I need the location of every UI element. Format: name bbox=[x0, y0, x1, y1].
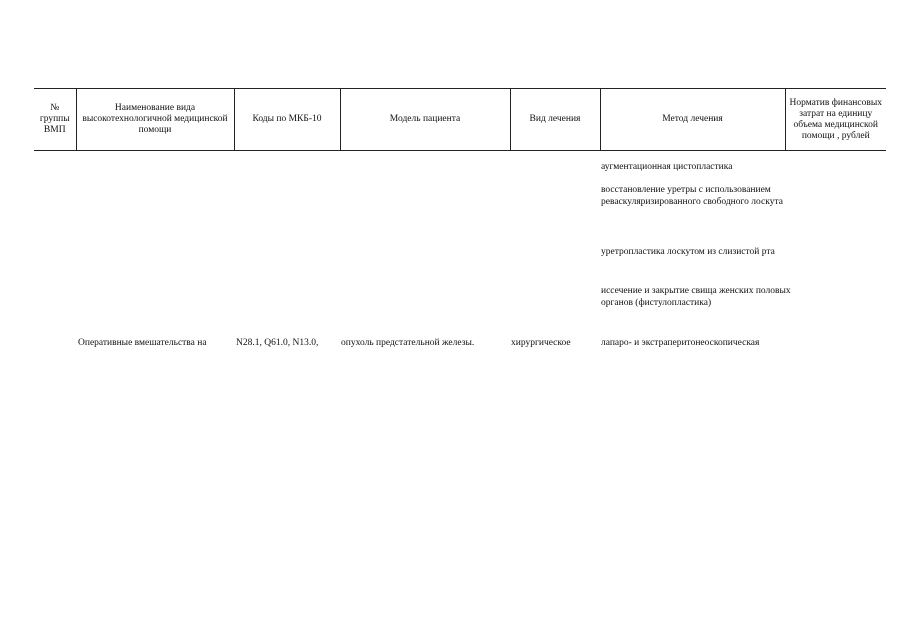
method-item: уретропластика лоскутом из слизистой рта bbox=[601, 247, 775, 257]
method-item: иссечение и закрытие свища женских половых органов (фистулопластика) bbox=[601, 286, 791, 308]
row-treatment-type: хирургическое bbox=[511, 338, 571, 348]
header-treatment-type: Вид лечения bbox=[510, 89, 600, 151]
row-care-name: Оперативные вмешательства на bbox=[78, 338, 207, 348]
header-treatment-method: Метод лечения bbox=[600, 89, 785, 151]
header-row bbox=[34, 89, 886, 151]
header-care-type: Наименование вида высокотехнологичной медицинской помощи bbox=[76, 89, 234, 151]
row-patient-model: опухоль предстательной железы. bbox=[341, 338, 475, 348]
table-header bbox=[34, 88, 886, 151]
header-patient-model: Модель пациента bbox=[340, 89, 510, 151]
row-icd-codes: N28.1, Q61.0, N13.0, bbox=[236, 338, 319, 348]
row-treatment-method: лапаро- и экстраперитонеоскопическая bbox=[601, 338, 760, 348]
header-group-number: № группы ВМП bbox=[34, 89, 76, 151]
header-cost-standard: Норматив финансовых затрат на единицу объема медицинской помощи , рублей bbox=[785, 89, 886, 151]
method-item: аугментационная цистопластика bbox=[601, 162, 733, 172]
method-item: восстановление уретры с использованием реваскуляризированного свободного лоскута bbox=[601, 185, 783, 207]
header-icd-codes: Коды по МКБ-10 bbox=[234, 89, 340, 151]
